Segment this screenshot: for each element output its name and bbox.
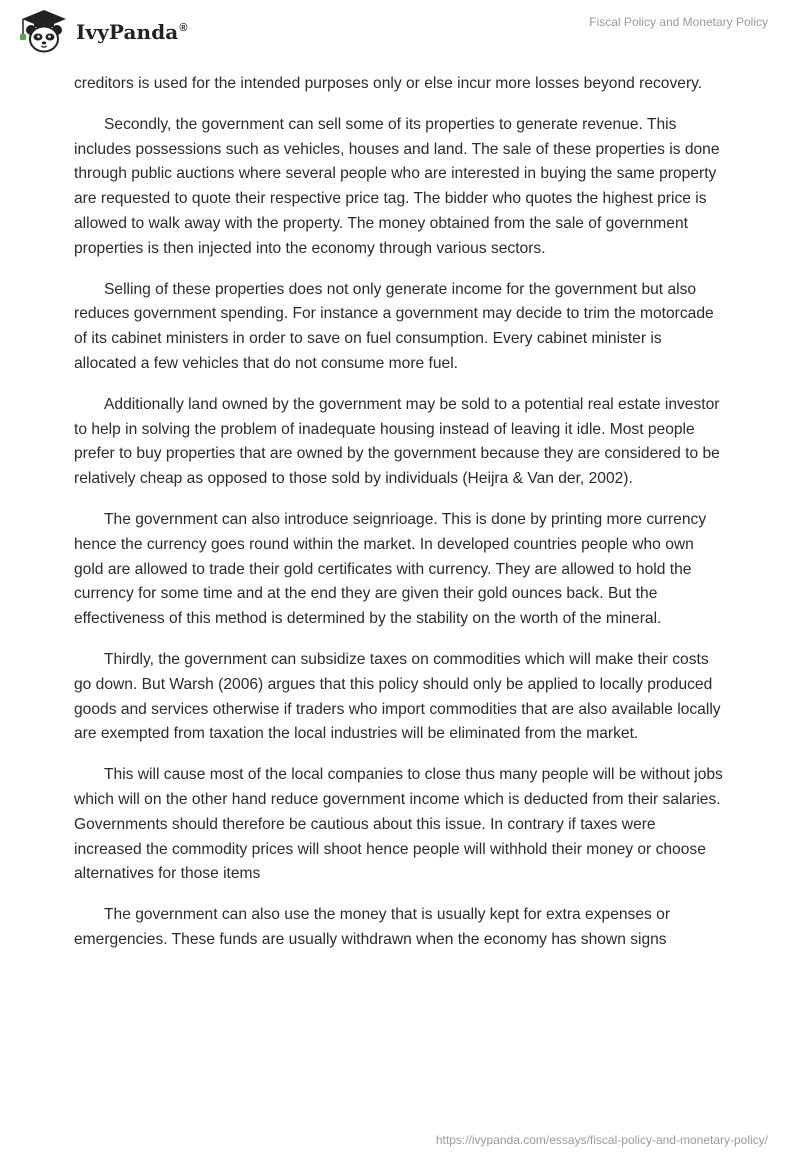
brand-name: IvyPanda® xyxy=(76,20,188,44)
paragraph: Thirdly, the government can subsidize taxes on commodities which will make their costs go down. But Warsh (2006) argues that this policy should only be applied to locally produced goods and services otherwise if traders who import commodities that are also available locally are exempted from taxation the local industries will be eliminated from the market. xyxy=(74,650,721,743)
panda-graduation-cap-icon xyxy=(14,8,74,54)
source-url[interactable]: https://ivypanda.com/essays/fiscal-policy-and-monetary-policy/ xyxy=(435,1133,768,1147)
paragraph: Additionally land owned by the government may be sold to a potential real estate investor to help in solving the problem of inadequate housing instead of leaving it idle. Most people prefer to buy properties that are owned by the government because they are considered to be relatively cheap as opposed to those sold by individuals (Heijra & Van der, 2002). xyxy=(74,395,720,488)
paragraph-continuation: creditors is used for the intended purposes only or else incur more losses beyond recovery. xyxy=(74,75,703,92)
paragraph: The government can also introduce seignrioage. This is done by printing more currency hence the currency goes round within the market. In developed countries people who own gold are allowed to trade their gold certificates with currency. They are allowed to hold the currency for some time and at the end they are given their gold ounces back. But the effectiveness of this method is determined by the stability on the worth of the mineral. xyxy=(74,510,707,628)
brand-logo[interactable] xyxy=(14,8,188,54)
paragraph: This will cause most of the local companies to close thus many people will be without jobs which will on the other hand reduce government income which is deducted from their salaries. Governments should therefore be cautious about this issue. In contrary if taxes were increased the commodity prices will shoot hence people will withhold their money or choose alternatives for those items xyxy=(74,766,723,883)
document-title: Fiscal Policy and Monetary Policy xyxy=(589,15,768,29)
page-header xyxy=(0,0,800,64)
essay-body xyxy=(74,72,726,969)
paragraph: Secondly, the government can sell some of its properties to generate revenue. This includes possessions such as vehicles, houses and land. The sale of these properties is done through public auctions where several people who are interested in buying the same property are requested to quote their respective price tag. The bidder who quotes the highest price is allowed to walk away with the property. The money obtained from the sale of government properties is then injected into the economy through various sectors. xyxy=(74,115,720,257)
registered-mark: ® xyxy=(179,22,188,35)
paragraph: Selling of these properties does not only generate income for the government but also reduces government spending. For instance a government may decide to trim the motorcade of its cabinet ministers in order to save on fuel consumption. Every cabinet minister is allocated a few vehicles that do not consume more fuel. xyxy=(74,280,714,372)
paragraph: The government can also use the money that is usually kept for extra expenses or emergencies. These funds are usually withdrawn when the economy has shown signs xyxy=(74,906,671,948)
